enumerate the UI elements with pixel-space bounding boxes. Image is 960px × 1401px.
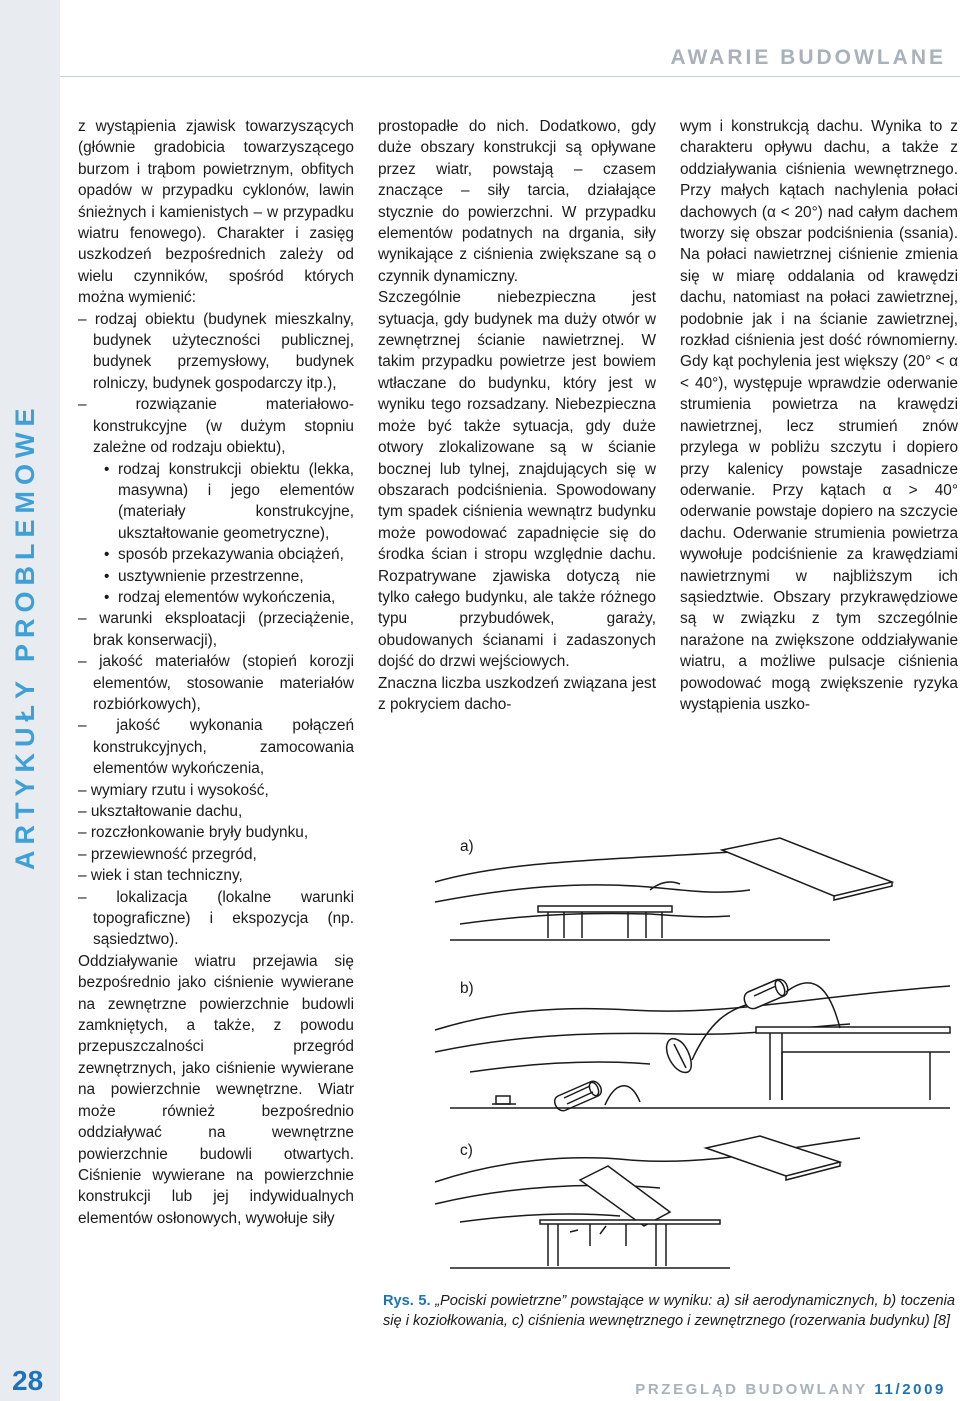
list-item: – lokalizacja (lokalne warunki topograficzne) i ekspozycja (np. sąsiedztwo). bbox=[78, 888, 354, 949]
trajectory-arc bbox=[605, 1086, 640, 1105]
tumbling-cylinder bbox=[744, 979, 787, 1009]
list-item: – ukształtowanie dachu, bbox=[78, 803, 243, 820]
journal-name: PRZEGLĄD BUDOWLANY bbox=[635, 1381, 868, 1398]
bullet-item: • rodzaj elementów wykończenia, bbox=[78, 587, 354, 608]
streamline bbox=[435, 885, 750, 902]
paragraph: prostopadłe do nich. Dodatkowo, gdy duże obszary konstrukcji są opływane przez wiatr, powstają – czasem znaczące – siły tarcia, działające stycznie do powierzchni. W przypadku elementów podatnych na drgania, siły wynikające z ciśnienia zwiększane są o czynnik dynamiczny. bbox=[378, 118, 656, 285]
streamline bbox=[460, 913, 730, 924]
caption-text: „Pociski powietrzne” powstające w wyniku: a) sił aerodynamicznych, b) toczenia się i koziołkowania, c) ciśnienia wewnętrznego i zewnętrznego (rozerwania budynku) [8] bbox=[383, 1293, 955, 1329]
streamline bbox=[435, 850, 760, 882]
header-rule bbox=[60, 76, 960, 77]
small-object bbox=[496, 1096, 510, 1104]
paragraph: wym i konstrukcją dachu. Wynika to z charakteru opływu dachu, a także z oddziaływania ciśnienia wewnętrznego. Przy małych kątach nachylenia połaci dachowych (α < 20°) nad całym dachem tworzy się obszar podciśnienia (ssania). Na połaci nawietrznej ciśnienie zmienia się w miarę oddalania od krawędzi dachu, natomiast na połaci zawietrznej, podobnie jak i na ścianie zawietrznej, rozkład ciśnienia jest dość równomierny. Gdy kąt pochylenia jest większy (20° < α < 40°), występuje wprawdzie oderwanie strumienia powietrza na krawędzi nawietrznej, lecz strumień znów przylega w pobliżu szczytu i dopiero przy kalenicy powstaje zasadnicze oderwanie. Przy kątach α > 40° oderwanie powstaje dopiero na szczycie dachu. Oderwanie strumienia powietrza wywołuje podciśnienie za krawędziami nawietrznymi w najbliższym ich sąsiedztwie. Obszary przykrawędziowe są w związku z tym szczególnie narażone na zwiększone oddziaływanie wiatru, a możliwe pulsacje ciśnienia powodować mogą zwiększenie ryzyka wystąpienia uszko- bbox=[680, 118, 958, 713]
list-item: – wymiary rzutu i wysokość, bbox=[78, 781, 269, 799]
paragraph: Szczególnie niebezpieczna jest sytuacja, gdy budynek ma duży otwór w zewnętrznej ścianie nawietrznej. W takim przypadku powietrze jest bowiem wtłaczane do budynku, który jest w wyniku tego rozsadzany. Niebezpieczna może być także sytuacja, gdy duże otwory zlokalizowane są w ścianie bocznej lub tylnej, znajdujących się w obszarach podciśnienia. Spowodowany tym spadek ciśnienia wewnątrz budynku może powodować zapadnięcie się do środka ścian i stropu względnie dachu. Rozpatrywane zjawiska dotyczą nie tylko całego budynku, ale także różnego typu przybudówek, garaży, obudowanych ścianami i zadaszonych dojść do drzwi wejściowych. bbox=[378, 289, 656, 671]
flying-roof-panel bbox=[580, 1166, 670, 1226]
list-item: – warunki eksploatacji (przeciążenie, brak konserwacji), bbox=[78, 610, 354, 649]
section-vertical-title: ARTYKUŁY PROBLEMOWE bbox=[10, 402, 40, 870]
figure-label-c: c) bbox=[460, 1142, 473, 1159]
paragraph: z wystąpienia zjawisk towarzyszących (głównie gradobicia towarzyszącego burzom i trąbom powietrznym, obfitych opadów w przypadku cyklonów, lawin śnieżnych i kamienistych – w przypadku wiatru fenowego). Charakter i zasięg uszkodzeń bezpośrednich zależy od wielu czynników, spośród których można wymienić: bbox=[78, 118, 354, 307]
rolling-cylinder bbox=[555, 1081, 602, 1111]
pavilion-roof bbox=[538, 906, 672, 912]
text-column-2 bbox=[378, 116, 656, 715]
text-column-1 bbox=[78, 116, 354, 1229]
list-item: – jakość wykonania połączeń konstrukcyjnych, zamocowania elementów wykończenia, bbox=[78, 717, 354, 778]
bullet-item: • usztywnienie przestrzenne, bbox=[78, 566, 354, 587]
figure-label-a: a) bbox=[460, 838, 474, 855]
figure-wind-projectiles bbox=[430, 820, 958, 1280]
figure-illustration bbox=[430, 820, 958, 1280]
running-header: AWARIE BUDOWLANE bbox=[670, 46, 946, 69]
text-column-3 bbox=[680, 116, 958, 715]
list-item: – rozwiązanie materiałowo-konstrukcyjne (w dużym stopniu zależne od rodzaju obiektu), bbox=[78, 396, 354, 457]
tumbling-cylinder bbox=[667, 1039, 692, 1073]
caption-number: Rys. 5. bbox=[383, 1293, 431, 1309]
page-number: 28 bbox=[12, 1365, 44, 1396]
figure-caption bbox=[383, 1291, 955, 1331]
list-item: – rodzaj obiektu (budynek mieszkalny, budynek użyteczności publicznej, budynek przemysłowy, budynek rolniczy, budynek gospodarczy itp.), bbox=[78, 310, 354, 392]
trajectory-arc bbox=[692, 1005, 746, 1060]
issue-number: 11/2009 bbox=[874, 1381, 946, 1398]
streamline bbox=[435, 986, 950, 1030]
bullet-item: • sposób przekazywania obciążeń, bbox=[78, 544, 354, 565]
list-item: – wiek i stan techniczny, bbox=[78, 867, 243, 885]
bullet-item: • rodzaj konstrukcji obiektu (lekka, masywna) i jego elementów (materiały konstrukcyjne, ukształtowanie geometryczne), bbox=[78, 459, 354, 545]
list-item: – jakość materiałów (stopień korozji elementów, stosowanie materiałów rozbiórkowych), bbox=[78, 653, 354, 713]
flying-roof-panel bbox=[706, 1136, 840, 1176]
streamline bbox=[470, 1062, 650, 1072]
paragraph: Znaczna liczba uszkodzeń związana jest z pokryciem dacho- bbox=[378, 674, 656, 713]
paragraph: Oddziaływanie wiatru przejawia się bezpośrednio jako ciśnienie wywierane na zewnętrzne powierzchnie budowli zamkniętych, a także, z powodu przepuszczalności przegród zewnętrznych, jako ciśnienie wywierane na powierzchnie wewnętrzne. Wiatr może również bezpośrednio oddziaływać na wewnętrzne powierzchnie budowli otwartych. Ciśnienie wywierane na powierzchnie konstrukcji lub jej indywidualnych elementów osłonowych, wywołuje siły bbox=[78, 952, 354, 1227]
list-item: – przewiewność przegród, bbox=[78, 845, 257, 863]
flying-roof-panel bbox=[722, 838, 892, 896]
running-footer bbox=[635, 1381, 946, 1398]
trajectory-arc bbox=[786, 983, 840, 1028]
list-item: – rozczłonkowanie bryły budynku, bbox=[78, 824, 309, 842]
figure-label-b: b) bbox=[460, 980, 474, 997]
